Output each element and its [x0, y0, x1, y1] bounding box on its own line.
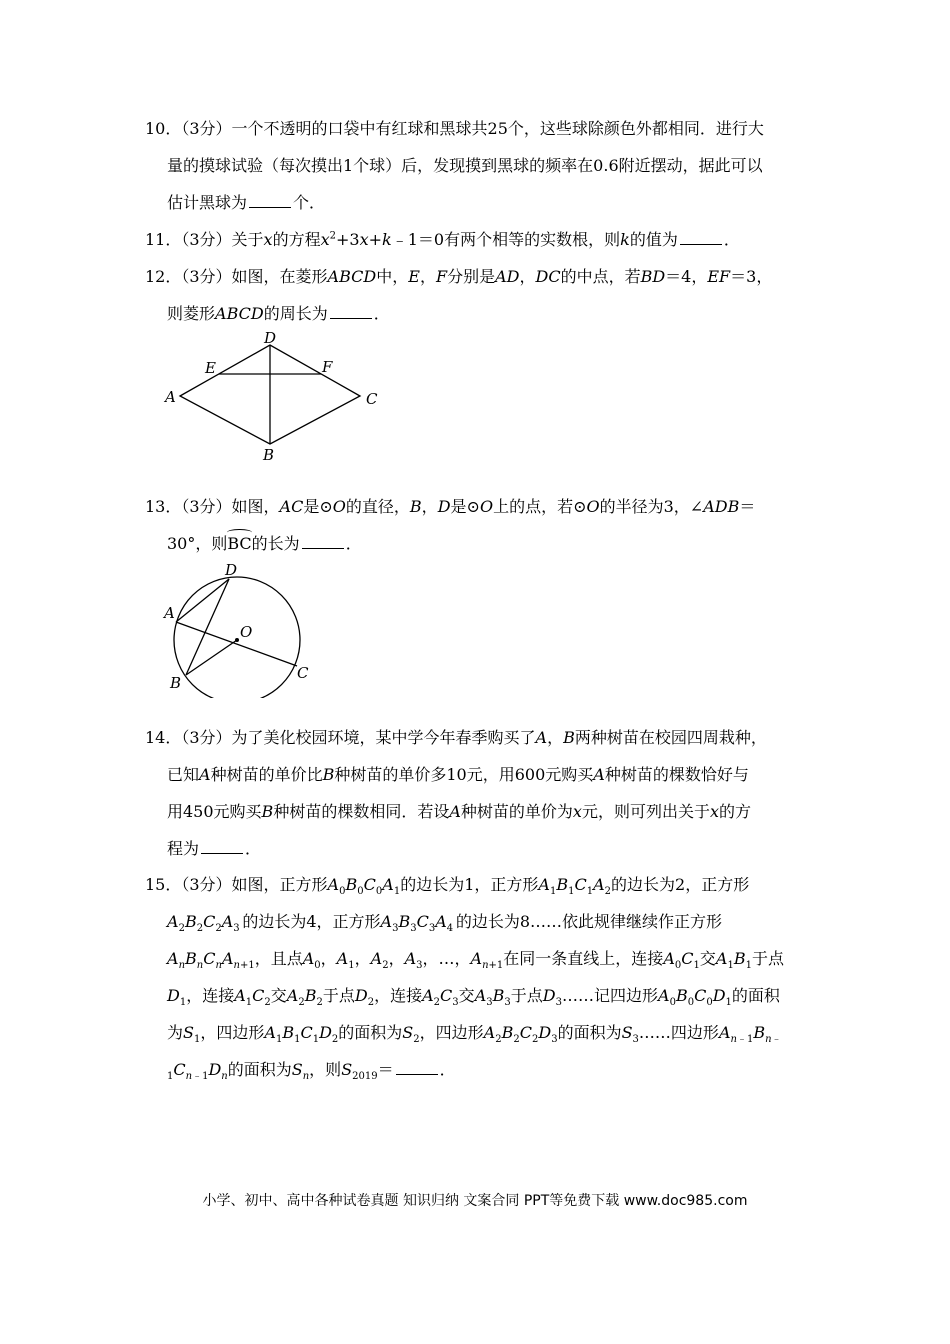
chord-ad — [176, 579, 229, 622]
q14-line2: 已知A种树苗的单价比B种树苗的单价多10元，用600元购买A种树苗的棵数恰好与 — [167, 765, 749, 784]
q15-line1: 15．（3分）如图，正方形$A_0B_0C_0A_1$的边长为1，正方形$A_1B_1C_1A_2$的边长为2，正方形 — [145, 875, 750, 898]
answer-blank — [680, 230, 722, 245]
center-point — [235, 638, 239, 642]
rhombus-figure — [160, 328, 390, 468]
q12-line1: 12．（3分）如图，在菱形ABCD中，E，F分别是AD，DC的中点，若BD＝4，EF＝3， — [145, 267, 773, 286]
label-c: C — [366, 390, 378, 408]
q13-line1: 13．（3分）如图，AC是⊙O的直径，B，D是⊙O上的点，若⊙O的半径为3，∠ADB＝ — [145, 497, 756, 516]
label-d: D — [264, 329, 277, 347]
q14-line4: 程为 ． — [167, 839, 262, 858]
label-e: E — [205, 359, 216, 377]
q15-line3: $A_nB_nC_nA_{n+1}$，且点$A_0$，$A_1$，$A_2$，$A_3$，…，$A_{n+1}$在同一条直线上，连接$A_0C_1$交$A_1B_1$于点 — [167, 949, 784, 972]
diameter-ac — [176, 622, 297, 666]
answer-blank — [302, 534, 344, 549]
circle-figure — [160, 558, 330, 698]
q10-line3: 估计黑球为 个． — [167, 193, 326, 212]
answer-blank — [330, 304, 372, 319]
q13-line2: 30°，则BC的长为 ． — [167, 534, 362, 553]
label-a: A — [164, 604, 175, 622]
q14-line1: 14．（3分）为了美化校园环境，某中学今年春季购买了A，B两种树苗在校园四周栽种， — [145, 728, 767, 747]
label-b: B — [170, 674, 182, 692]
q10-line2: 量的摸球试验（每次摸出1个球）后，发现摸到黑球的频率在0.6附近摆动，据此可以 — [167, 156, 763, 175]
arc-bc: BC — [227, 534, 252, 553]
q12-line2: 则菱形ABCD的周长为 ． — [167, 304, 390, 323]
q15-line4: $D_1$，连接$A_1C_2$交$A_2B_2$于点$D_2$，连接$A_2C_3$交$A_3B_3$于点$D_3\dots\dots$记四边形$A_0B_0C_0D_1$的面积 — [167, 986, 780, 1009]
label-c: C — [297, 664, 309, 682]
page-footer: 小学、初中、高中各种试卷真题 知识归纳 文案合同 PPT等免费下载 www.doc985.com — [202, 1193, 748, 1209]
q15-line2: $A_2B_2C_2A_3$ 的边长为4，正方形$A_3B_3C_3A_4$ 的边长为8……依此规律继续作正方形 — [167, 912, 722, 935]
answer-blank — [396, 1060, 438, 1075]
q14-line3: 用450元购买B种树苗的棵数相同．若设A种树苗的单价为x元，则可列出关于x的方 — [167, 802, 751, 821]
q10-line1: 10．（3分）一个不透明的口袋中有红球和黑球共25个，这些球除颜色外都相同．进行大 — [145, 119, 764, 138]
q11-line1: 11．（3分）关于x的方程$x^2+3x+k﹣1=0$有两个相等的实数根，则k的值为 ． — [145, 230, 740, 249]
label-b: B — [263, 446, 275, 464]
q15-line6: $_1C_{n﹣1}D_n$的面积为$S_n$，则$S_{2019}=$ ． — [167, 1060, 456, 1083]
answer-blank — [201, 839, 243, 854]
label-a: A — [165, 388, 176, 406]
label-o: O — [240, 623, 253, 641]
q15-line5: 为$S_1$，四边形$A_1B_1C_1D_2$的面积为$S_2$，四边形$A_2B_2C_2D_3$的面积为$S_3\dots\dots$四边形$A_{n﹣1}B_{n﹣}$ — [167, 1023, 782, 1046]
label-f: F — [322, 358, 333, 376]
circle-o — [174, 577, 300, 698]
answer-blank — [249, 193, 291, 208]
label-d: D — [225, 561, 238, 579]
